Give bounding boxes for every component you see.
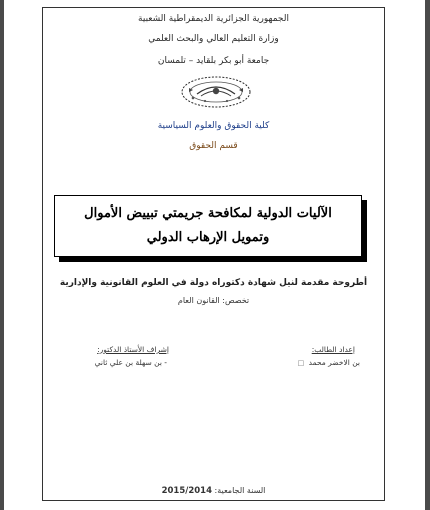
square-bullet-icon: □ xyxy=(297,359,305,367)
left-border-strip xyxy=(0,0,4,510)
student-name xyxy=(298,358,360,367)
supervisor-name: - بن سهلة بن علي ثاني xyxy=(94,358,167,367)
academic-year xyxy=(42,486,385,496)
university-seal-logo xyxy=(179,74,253,110)
header-republic: الجمهورية الجزائرية الديمقراطية الشعبية xyxy=(138,14,289,24)
thesis-statement: أطروحة مقدمة لنيل شهادة دكتوراه دولة في العلوم القانونية والإدارية xyxy=(59,278,368,288)
specialization: تخصص: القانون العام xyxy=(177,296,250,305)
thesis-title-box xyxy=(54,195,362,257)
student-label: إعداد الطالب: xyxy=(311,345,355,354)
thesis-title-line2: وتمويل الإرهاب الدولي xyxy=(146,230,270,245)
student-name-text: بن الاخضر محمد xyxy=(308,358,360,367)
right-border-strip xyxy=(425,0,430,510)
academic-year-label: السنة الجامعية: xyxy=(214,486,266,495)
supervisor-label: إشراف الأستاذ الدكتور: xyxy=(97,345,169,354)
header-university: جامعة أبو بكر بلقايد – تلمسان xyxy=(157,56,270,66)
faculty-name: كلية الحقوق والعلوم السياسية xyxy=(157,121,270,131)
academic-year-value: 2015/2014 xyxy=(161,486,212,496)
header-ministry: وزارة التعليم العالي والبحث العلمي xyxy=(148,34,279,44)
department-name: قسم الحقوق xyxy=(189,141,238,151)
thesis-title-line1: الآليات الدولية لمكافحة جريمتي تبييض الأموال xyxy=(84,206,332,221)
